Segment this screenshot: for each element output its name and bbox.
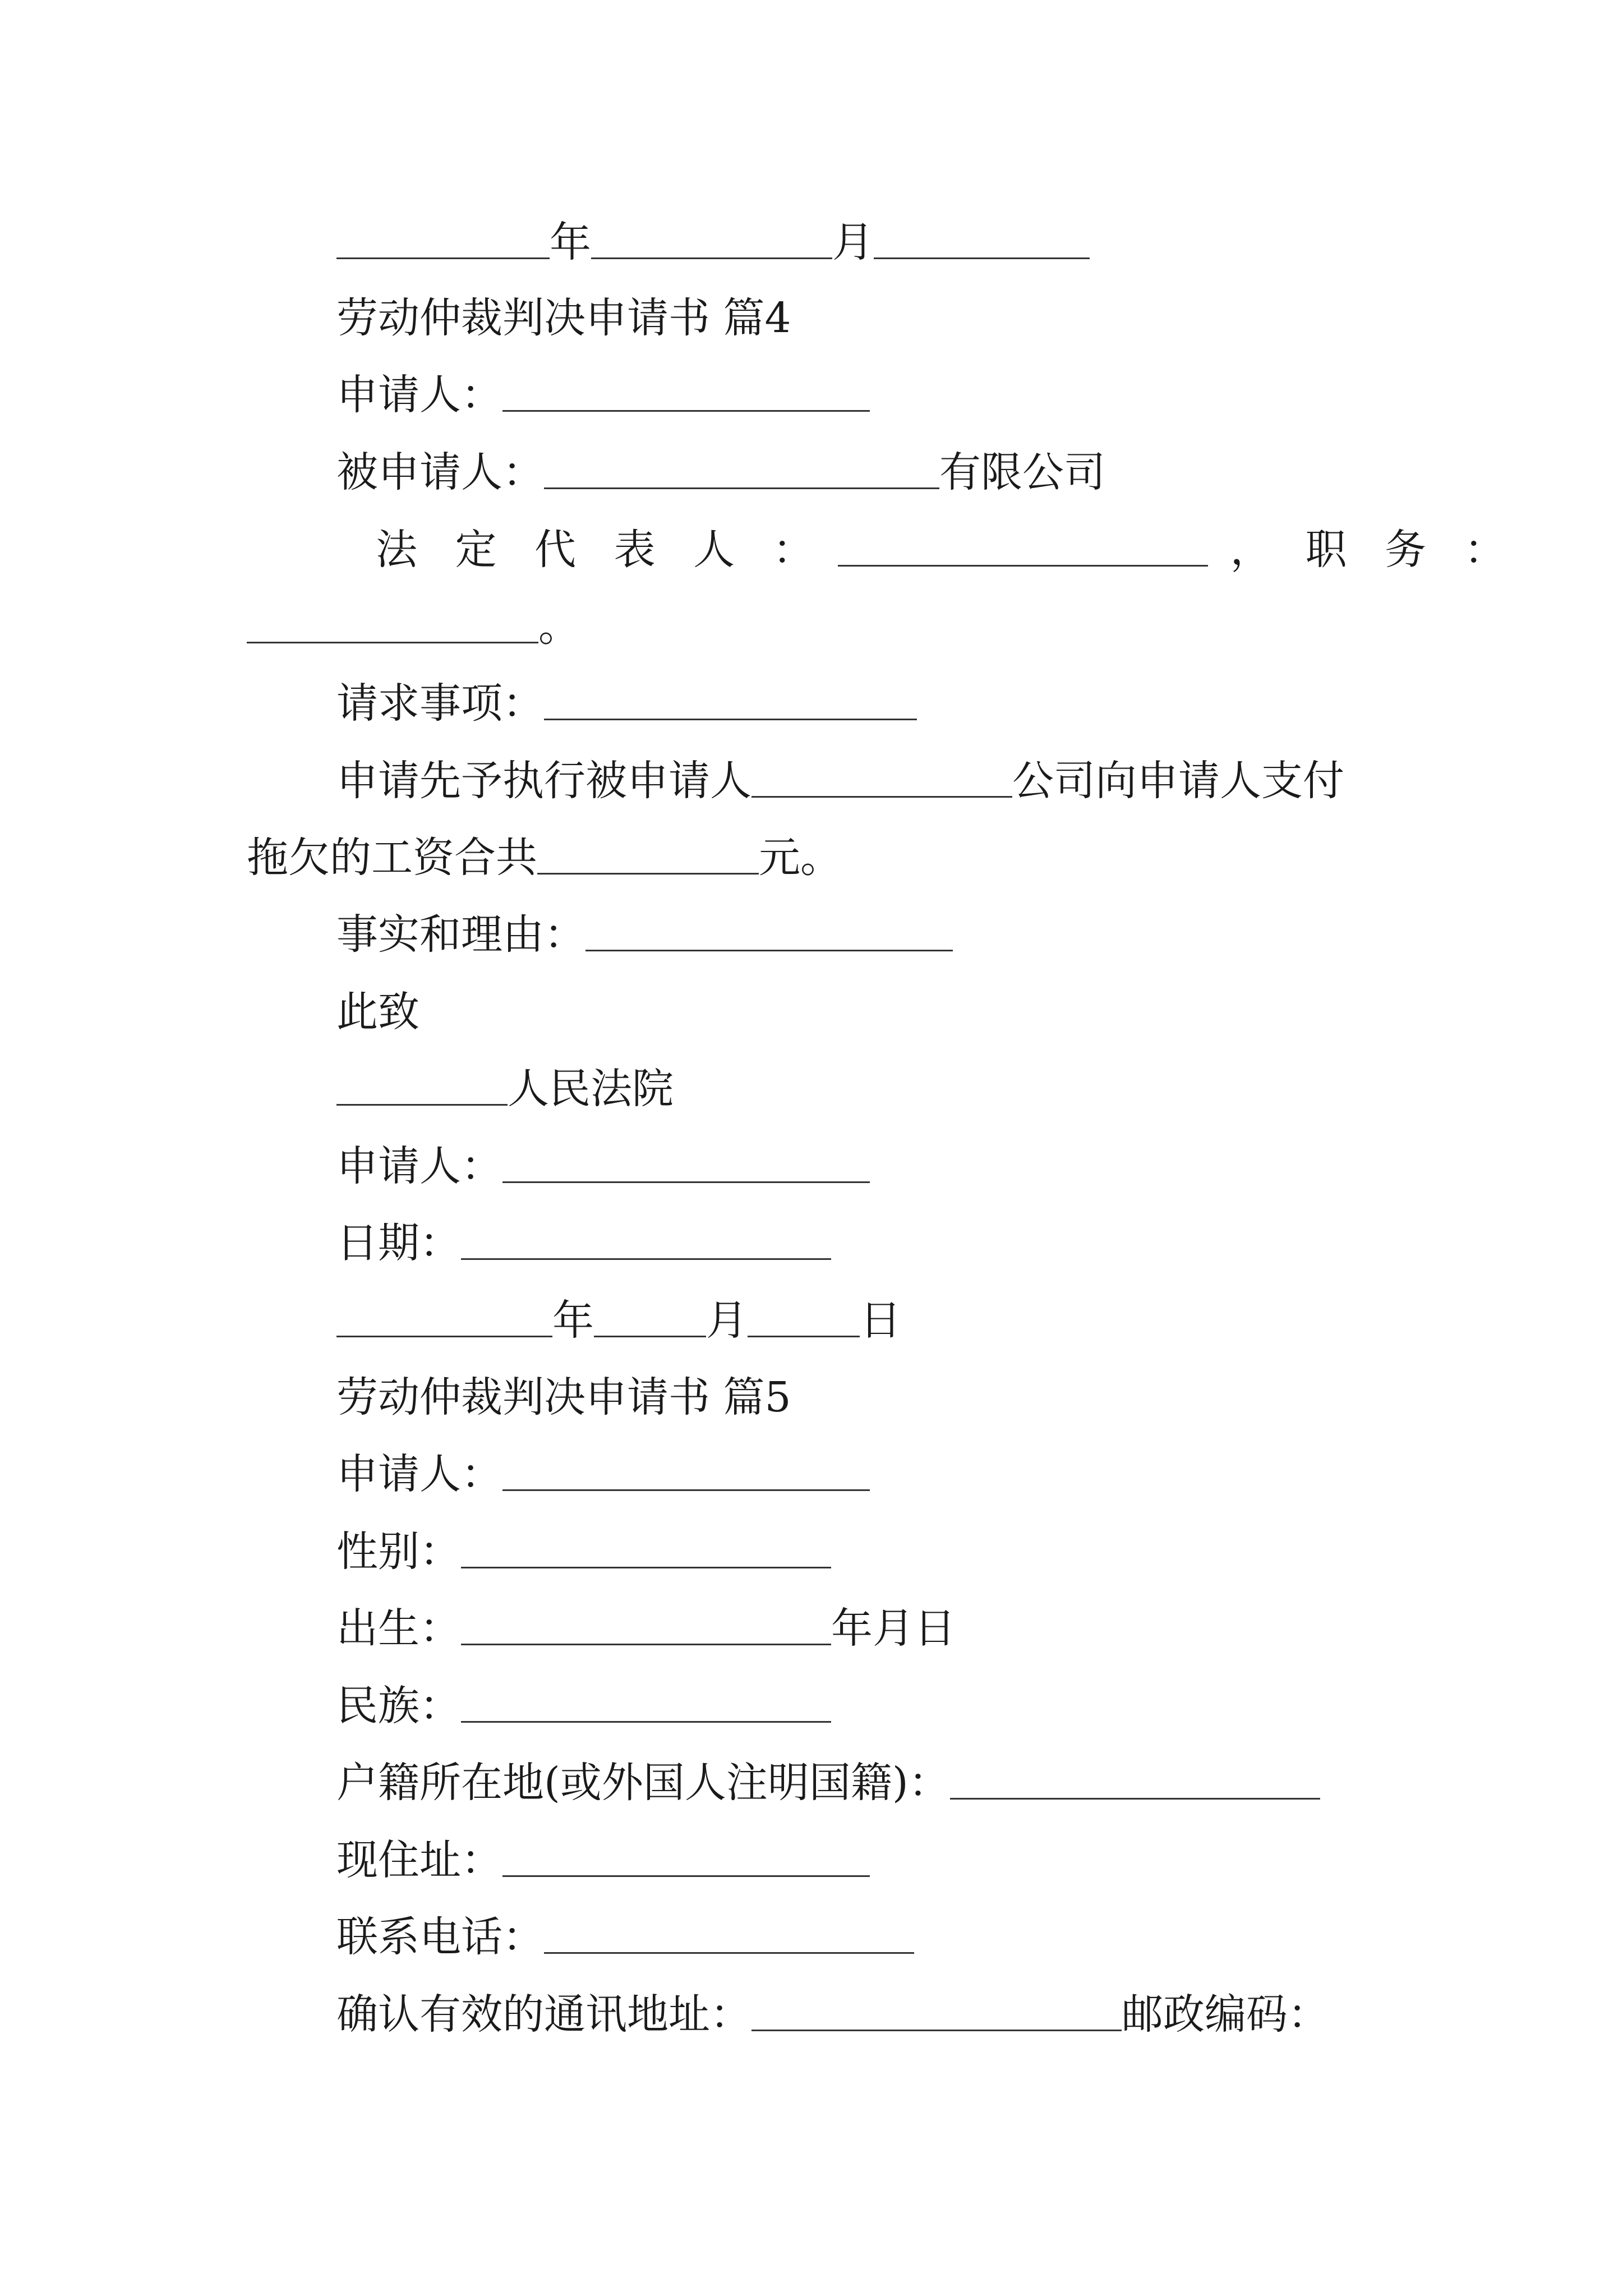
applicant-sign-blank: [502, 1181, 870, 1183]
mailing-line: 确认有效的通讯地址： 邮政编码：: [336, 1990, 1329, 2039]
amount-blank: [537, 873, 759, 875]
household-blank: [950, 1798, 1320, 1800]
date-line-top: [336, 208, 1090, 269]
respondent-blank: [544, 487, 939, 489]
date-label-line: 日期：: [336, 1208, 831, 1270]
month-label: 月: [832, 218, 874, 266]
phone-blank: [544, 1952, 914, 1954]
legal-rep-blank: [838, 565, 1208, 567]
legal-representative-line: 法 定 代 表 人 ： ， 职 务 ：: [376, 526, 1518, 574]
household-line: 户籍所在地(或外国人注明国籍)：: [336, 1748, 1320, 1810]
heading-5: 劳动仲裁判决申请书 篇5: [336, 1373, 791, 1421]
phone-line: 联系电话：: [336, 1902, 914, 1964]
heading-4: 劳动仲裁判决申请书 篇4: [336, 294, 791, 342]
gender-blank: [461, 1567, 831, 1568]
birth-blank: [461, 1644, 831, 1645]
salutation-line: 此致: [336, 988, 419, 1036]
address-line: 现住址：: [336, 1825, 870, 1887]
birth-line: 出生： 年月日: [336, 1604, 956, 1653]
applicant5-blank: [502, 1489, 870, 1491]
facts-line: 事实和理由：: [336, 900, 953, 961]
applicant-blank: [502, 410, 870, 412]
court-line: 人民法院: [336, 1054, 674, 1116]
mailing-blank: [751, 2030, 1122, 2031]
month-blank-bottom: [594, 1336, 706, 1337]
month-blank: [591, 257, 832, 259]
applicant-line-5: 申请人：: [336, 1439, 870, 1501]
day-blank-bottom: [748, 1336, 860, 1337]
year-blank: [336, 257, 550, 259]
respondent-line: 被申请人： 有限公司: [336, 448, 1105, 496]
year-blank-bottom: [336, 1336, 552, 1337]
court-blank: [336, 1104, 508, 1106]
claim-text-line: 申请先予执行被申请人 公司向申请人支付: [336, 757, 1344, 805]
date-line-bottom: 年 月 日: [336, 1286, 901, 1347]
day-blank: [874, 257, 1090, 259]
ethnicity-line: 民族：: [336, 1671, 831, 1733]
gender-line: 性别：: [336, 1517, 831, 1579]
position-continuation-line: 。: [247, 592, 580, 654]
date-blank: [461, 1258, 831, 1260]
company-blank: [751, 796, 1012, 798]
claim-text-line-2: 拖欠的工资合共 元。: [247, 834, 842, 882]
claims-blank: [544, 719, 917, 720]
applicant-line-4: 申请人：: [336, 360, 870, 422]
ethnicity-blank: [461, 1721, 831, 1723]
facts-blank: [585, 950, 953, 951]
year-label: 年: [550, 218, 591, 266]
applicant-sign-line: 申请人：: [336, 1131, 870, 1193]
claims-line: 请求事项：: [336, 669, 917, 730]
address-blank: [502, 1875, 870, 1877]
position-blank: [247, 642, 538, 643]
